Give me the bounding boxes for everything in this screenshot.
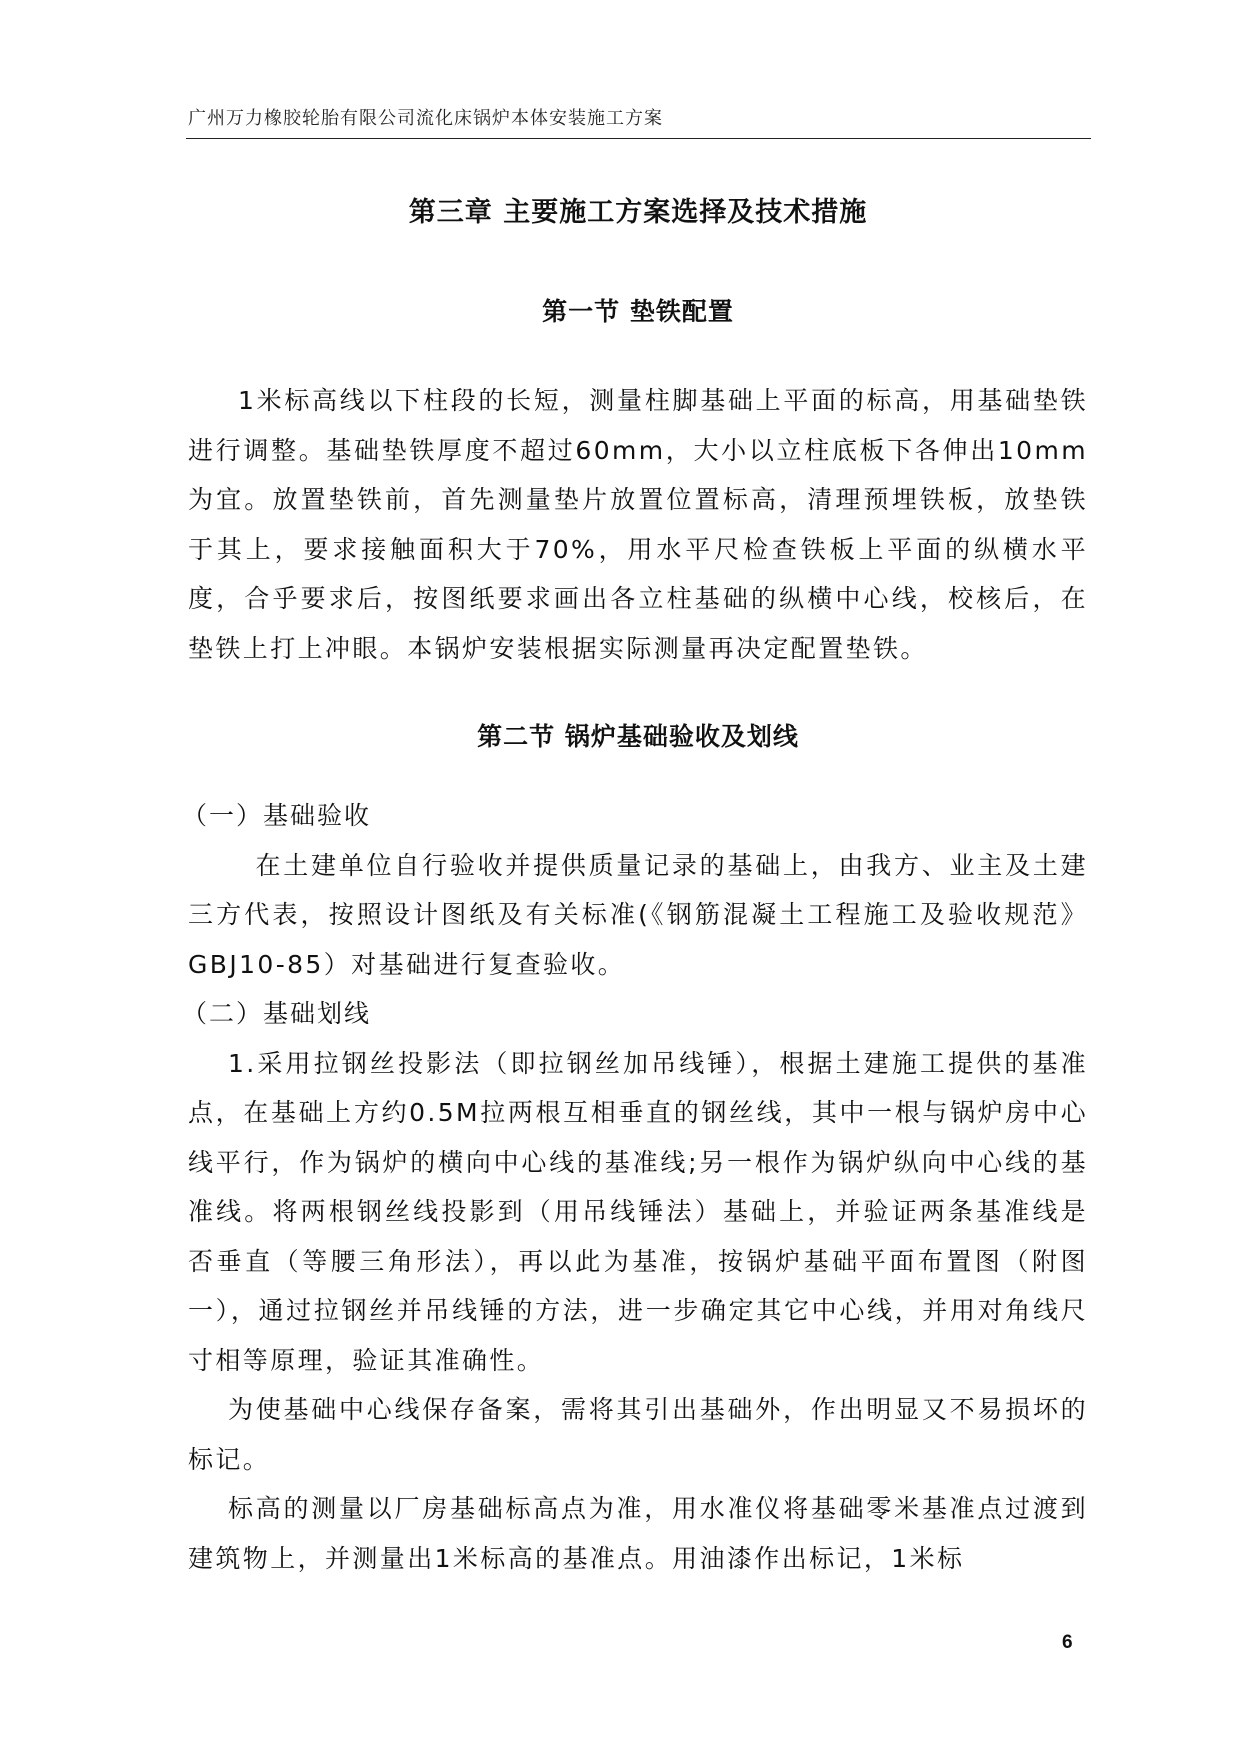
chapter-title: 第三章 主要施工方案选择及技术措施 (408, 197, 868, 228)
page-content (182, 180, 1088, 1583)
subheading-foundation-marking: （二）基础划线 (182, 999, 372, 1028)
foundation-acceptance-paragraph: 在土建单位自行验收并提供质量记录的基础上，由我方、业主及土建三方代表，按照设计图纸及有关标准(《钢筋混凝土工程施工及验收规范》GBJ10-85）对基础进行复查验收。 (188, 850, 1088, 979)
subheading-foundation-acceptance: （一）基础验收 (182, 801, 372, 830)
section1-paragraph: 1米标高线以下柱段的长短，测量柱脚基础上平面的标高，用基础垫铁进行调整。基础垫铁厚度不超过60mm，大小以立柱底板下各伸出10mm为宜。放置垫铁前，首先测量垫片放置位置标高，清理预埋铁板，放垫铁于其上，要求接触面积大于70%，用水平尺检查铁板上平面的纵横水平度，合乎要求后，按图纸要求画出各立柱基础的纵横中心线，校核后，在垫铁上打上冲眼。本锅炉安装根据实际测量再决定配置垫铁。 (188, 386, 1088, 663)
running-header: 广州万力橡胶轮胎有限公司流化床锅炉本体安装施工方案 (188, 108, 663, 129)
section-title-1: 第一节 垫铁配置 (542, 297, 734, 326)
foundation-marking-paragraph-1: 1.采用拉钢丝投影法（即拉钢丝加吊线锤），根据土建施工提供的基准点，在基础上方约0.5M拉两根互相垂直的钢丝线，其中一根与锅炉房中心线平行，作为锅炉的横向中心线的基准线;另一根作为锅炉纵向中心线的基准线。将两根钢丝线投影到（用吊线锤法）基础上，并验证两条基准线是否垂直（等腰三角形法），再以此为基准，按锅炉基础平面布置图（附图一），通过拉钢丝并吊线锤的方法，进一步确定其它中心线，并用对角线尺寸相等原理，验证其准确性。 (188, 1048, 1088, 1375)
header-divider (186, 138, 1091, 139)
foundation-marking-paragraph-3: 标高的测量以厂房基础标高点为准，用水准仪将基础零米基准点过渡到建筑物上，并测量出1米标高的基准点。用油漆作出标记，1米标 (188, 1494, 1088, 1573)
page-number: 6 (1062, 1632, 1073, 1653)
section-title-2: 第二节 锅炉基础验收及划线 (477, 722, 799, 751)
foundation-marking-paragraph-2: 为使基础中心线保存备案，需将其引出基础外，作出明显又不易损坏的标记。 (188, 1395, 1088, 1474)
